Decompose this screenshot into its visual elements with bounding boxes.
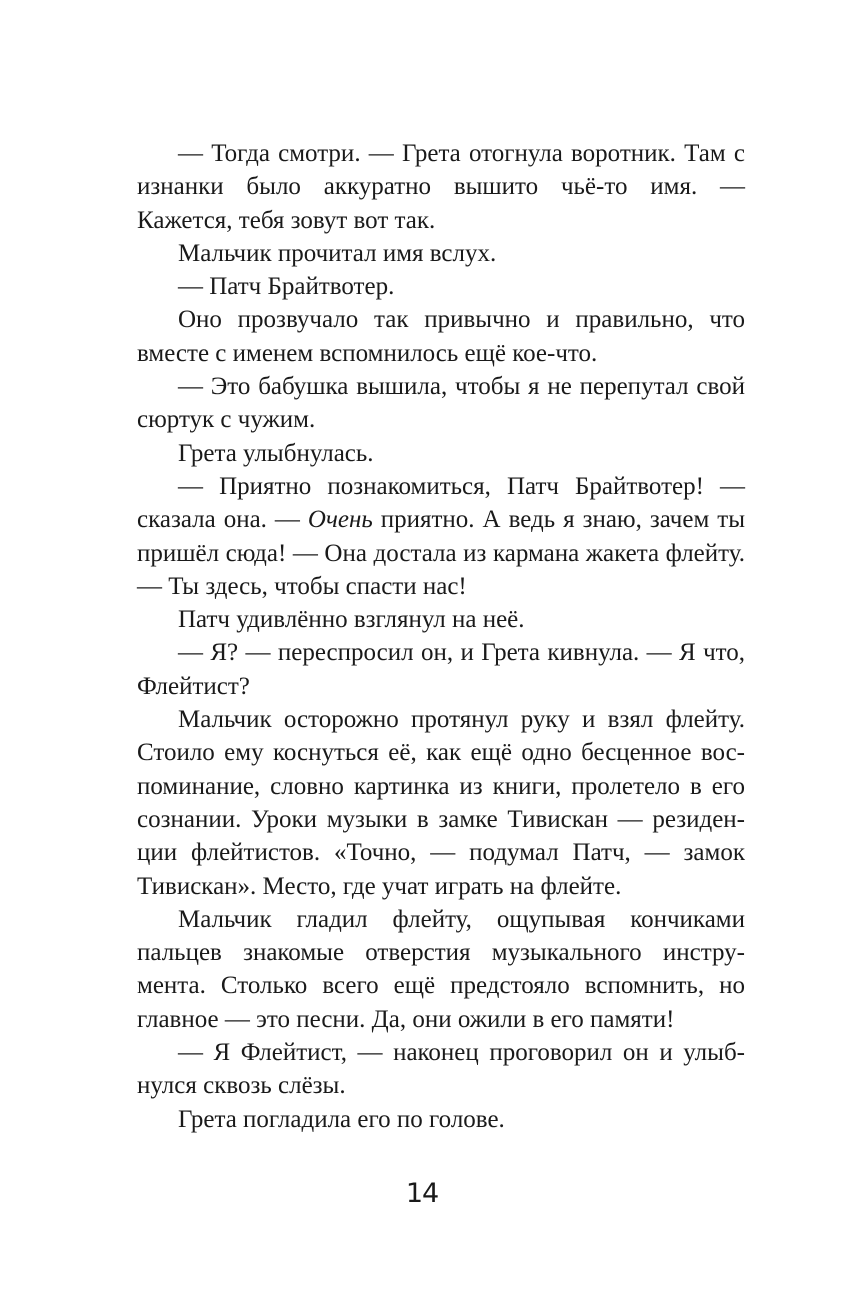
paragraph — [137, 903, 745, 1036]
body-text — [137, 137, 745, 1136]
paragraph-text: Оно прозвучало так привычно и правильно, что вместе с именем вспомнилось ещё кое-что. — [137, 306, 745, 367]
paragraph-text: Грета погладила его по голове. — [178, 1105, 505, 1133]
paragraph — [137, 470, 745, 603]
emphasis-text: Очень — [307, 506, 373, 534]
paragraph — [137, 370, 745, 437]
paragraph — [137, 703, 745, 903]
paragraph — [137, 137, 745, 237]
paragraph-text: Мальчик прочитал имя вслух. — [178, 239, 497, 267]
paragraph-text: Мальчик гладил флейту, ощупывая кончиками пальцев знакомые отверстия музыкального инструмента. Столько всего ещё предстояло вспомнить, но главное — это песни. Да, они ожили в его памяти! — [137, 905, 745, 1033]
paragraph — [137, 237, 745, 270]
paragraph — [137, 303, 745, 370]
paragraph — [137, 603, 745, 636]
paragraph — [137, 1103, 745, 1136]
paragraph — [137, 1036, 745, 1103]
paragraph-text: — Это бабушка вышила, чтобы я не перепутал свой сюртук с чужим. — [137, 373, 745, 434]
paragraph-text: Мальчик осторожно протянул руку и взял флейту. Стоило ему коснуться её, как ещё одно бесценное воспоминание, словно картинка из книги, пролетело в его сознании. Уроки музыки в замке Тивискан — резиденции флейтистов. «Точно, — подумал Патч, — замок Тивискан». Место, где учат играть на флейте. — [137, 706, 745, 900]
paragraph-text: Грета улыбнулась. — [178, 439, 374, 467]
paragraph — [137, 437, 745, 470]
paragraph — [137, 270, 745, 303]
paragraph-text: — Приятно познакомиться, Патч Брайтвотер! — сказала она. — — [137, 472, 745, 534]
paragraph-text: приятно. А ведь я знаю, зачем ты пришёл сюда! — Она достала из кармана жакета флейту. — Ты здесь, чтобы спасти нас! — [137, 506, 746, 600]
paragraph-text: — Я? — переспросил он, и Грета кивнула. — Я что, Флейтист? — [137, 639, 745, 700]
paragraph-text: — Я Флейтист, — наконец проговорил он и улыбнулся сквозь слёзы. — [137, 1039, 745, 1100]
paragraph-text: Патч удивлённо взглянул на неё. — [178, 606, 525, 634]
paragraph-text: — Тогда смотри. — Грета отогнула воротник. Там с изнанки было аккуратно вышито чьё-то имя. — Кажется, тебя зовут вот так. — [137, 140, 745, 234]
paragraph-text: — Патч Брайтвотер. — [178, 273, 395, 301]
paragraph — [137, 636, 745, 703]
page-number: 14 — [405, 1178, 439, 1209]
